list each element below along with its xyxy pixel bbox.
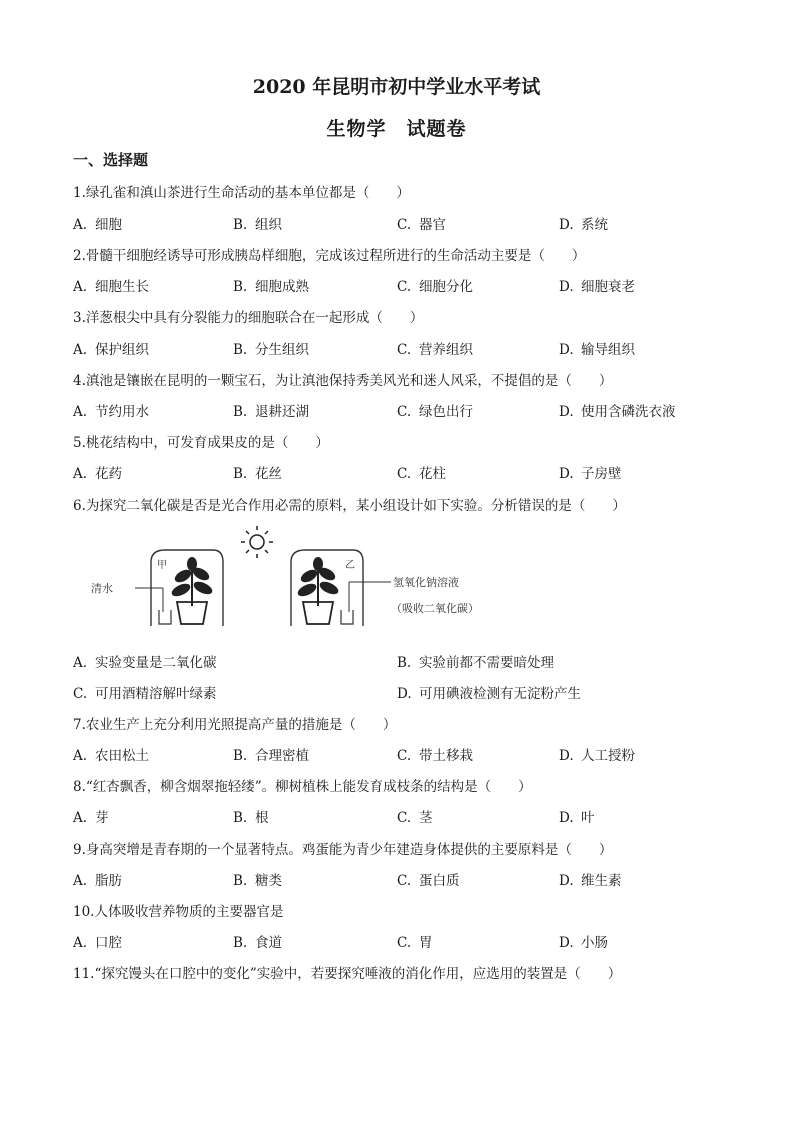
question-6-option-c[interactable]: C. 可用酒精溶解叶绿素: [73, 686, 217, 702]
question-8-option-a[interactable]: A. 芽: [73, 810, 109, 826]
question-1-option-d[interactable]: D. 系统: [559, 217, 608, 233]
question-4-option-a[interactable]: A. 节约用水: [73, 404, 149, 420]
question-6-option-b[interactable]: B. 实验前都不需要暗处理: [397, 655, 554, 671]
question-4-option-b[interactable]: B. 退耕还湖: [233, 404, 309, 420]
question-8-stem: 8.“红杏飘香，柳含烟翠拖轻缕”。柳树植株上能发育成枝条的结构是（ ）: [73, 779, 532, 795]
question-2-option-d[interactable]: D. 细胞衰老: [559, 279, 635, 295]
question-1-option-a[interactable]: A. 细胞: [73, 217, 122, 233]
question-2-option-a[interactable]: A. 细胞生长: [73, 279, 149, 295]
question-5-option-d[interactable]: D. 子房壁: [559, 466, 622, 482]
question-7-option-d[interactable]: D. 人工授粉: [559, 748, 635, 764]
exam-subtitle: 生物学 试题卷: [326, 118, 467, 140]
label-water: 清水: [91, 582, 113, 595]
question-3-stem: 3.洋葱根尖中具有分裂能力的细胞联合在一起形成（ ）: [73, 310, 424, 326]
question-9-option-b[interactable]: B. 糖类: [233, 873, 282, 889]
question-5-option-b[interactable]: B. 花丝: [233, 466, 282, 482]
experiment-figure: [73, 522, 523, 630]
plant-jia: [170, 557, 214, 624]
question-6-option-a[interactable]: A. 实验变量是二氧化碳: [73, 655, 217, 671]
question-1-stem: 1.绿孔雀和滇山茶进行生命活动的基本单位都是（ ）: [73, 185, 410, 201]
label-jia: 甲: [157, 560, 167, 571]
question-9-option-a[interactable]: A. 脂肪: [73, 873, 122, 889]
plant-yi: [296, 557, 340, 624]
question-6-option-d[interactable]: D. 可用碘液检测有无淀粉产生: [397, 686, 581, 702]
question-8-option-b[interactable]: B. 根: [233, 810, 269, 826]
question-11-stem: 11.“探究馒头在口腔中的变化”实验中，若要探究唾液的消化作用，应选用的装置是（ ）: [73, 966, 622, 982]
question-8-option-c[interactable]: C. 茎: [397, 810, 433, 826]
question-5-option-a[interactable]: A. 花药: [73, 466, 122, 482]
question-6-stem: 6.为探究二氧化碳是否是光合作用必需的原料，某小组设计如下实验。分析错误的是（ ）: [73, 498, 626, 514]
question-9-option-c[interactable]: C. 蛋白质: [397, 873, 460, 889]
label-yi: 乙: [345, 560, 355, 571]
question-4-option-c[interactable]: C. 绿色出行: [397, 404, 473, 420]
label-solution-note: （吸收二氧化碳）: [391, 602, 479, 615]
question-10-stem: 10.人体吸收营养物质的主要器官是: [73, 904, 284, 920]
question-5-option-c[interactable]: C. 花柱: [397, 466, 446, 482]
question-7-option-a[interactable]: A. 农田松土: [73, 748, 149, 764]
question-7-stem: 7.农业生产上充分利用光照提高产量的措施是（ ）: [73, 717, 397, 733]
question-4-option-d[interactable]: D. 使用含磷洗衣液: [559, 404, 676, 420]
question-1-option-c[interactable]: C. 器官: [397, 217, 446, 233]
beaker-yi: [341, 610, 353, 624]
question-10-option-d[interactable]: D. 小肠: [559, 935, 608, 951]
question-3-option-b[interactable]: B. 分生组织: [233, 342, 309, 358]
question-10-option-c[interactable]: C. 胃: [397, 935, 433, 951]
question-10-option-a[interactable]: A. 口腔: [73, 935, 122, 951]
exam-title: 2020 年昆明市初中学业水平考试: [252, 76, 541, 98]
question-1-option-b[interactable]: B. 组织: [233, 217, 282, 233]
question-7-option-b[interactable]: B. 合理密植: [233, 748, 309, 764]
question-2-option-c[interactable]: C. 细胞分化: [397, 279, 473, 295]
sun-icon: [241, 526, 273, 558]
label-solution: 氢氧化钠溶液: [393, 576, 459, 589]
section-heading: 一、选择题: [73, 151, 149, 169]
question-3-option-a[interactable]: A. 保护组织: [73, 342, 149, 358]
question-2-stem: 2.骨髓干细胞经诱导可形成胰岛样细胞，完成该过程所进行的生命活动主要是（ ）: [73, 248, 586, 264]
question-5-stem: 5.桃花结构中，可发育成果皮的是（ ）: [73, 435, 329, 451]
question-3-option-c[interactable]: C. 营养组织: [397, 342, 473, 358]
question-8-option-d[interactable]: D. 叶: [559, 810, 595, 826]
question-9-stem: 9.身高突增是青春期的一个显著特点。鸡蛋能为青少年建造身体提供的主要原料是（ ）: [73, 842, 613, 858]
question-4-stem: 4.滇池是镶嵌在昆明的一颗宝石，为让滇池保持秀美风光和迷人风采，不提倡的是（ ）: [73, 373, 613, 389]
question-3-option-d[interactable]: D. 输导组织: [559, 342, 635, 358]
question-10-option-b[interactable]: B. 食道: [233, 935, 282, 951]
question-7-option-c[interactable]: C. 带土移栽: [397, 748, 473, 764]
question-2-option-b[interactable]: B. 细胞成熟: [233, 279, 309, 295]
question-9-option-d[interactable]: D. 维生素: [559, 873, 622, 889]
beaker-jia: [159, 610, 171, 624]
